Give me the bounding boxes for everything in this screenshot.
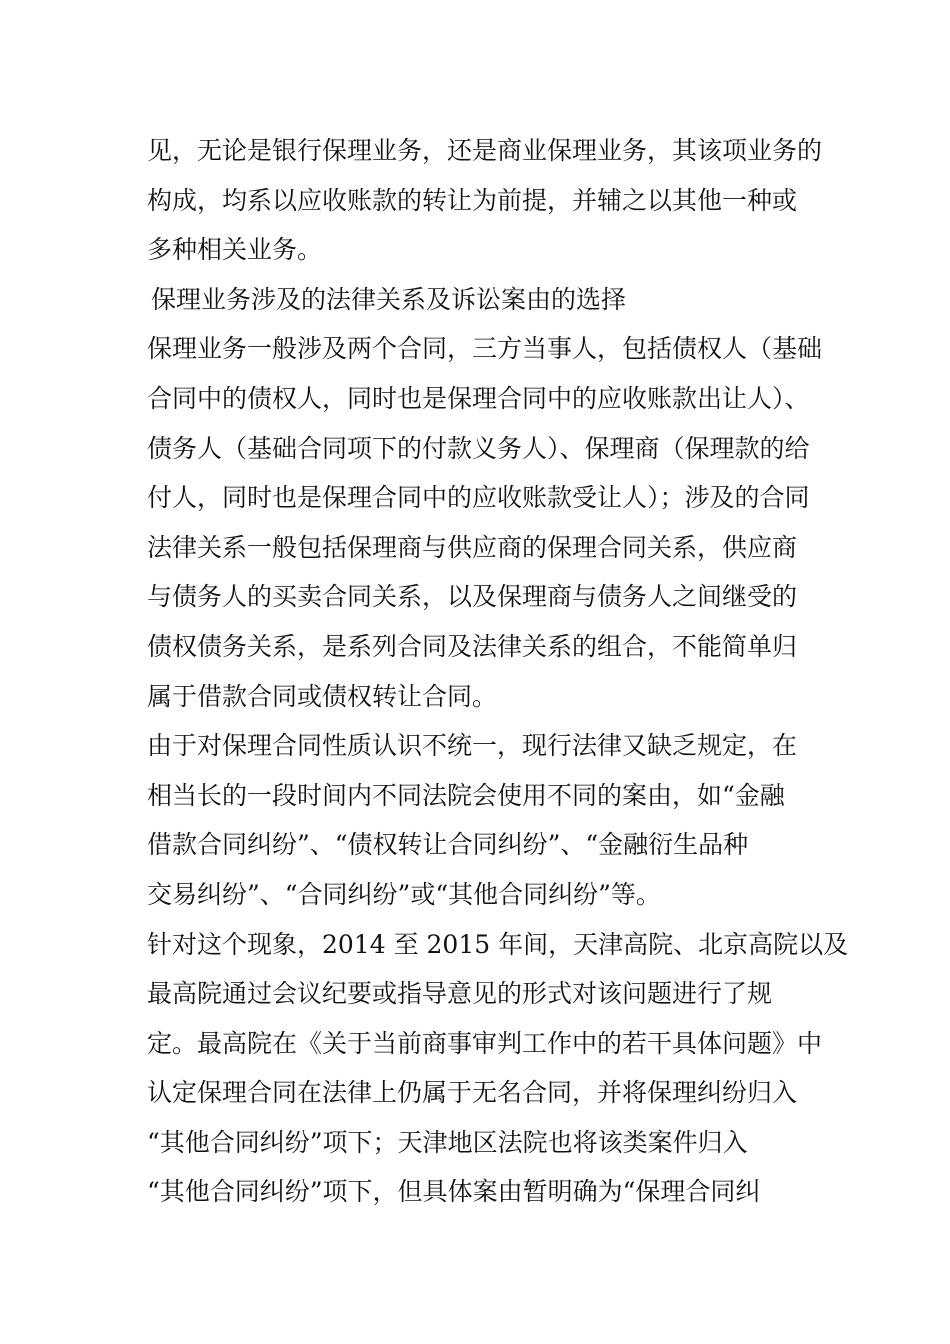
text-line: 多种相关业务。 [147,235,323,265]
text-line: “其他合同纠纷”项下，但具体案由暂明确为“保理合同纠 [147,1177,761,1207]
text-line: 债务人（基础合同项下的付款义务人）、保理商（保理款的给 [147,433,810,463]
text-line: 构成，均系以应收账款的转让为前提，并辅之以其他一种或 [147,185,798,215]
text-line: 由于对保理合同性质认识不统一，现行法律又缺乏规定，在 [147,731,798,761]
text-line: 最高院通过会议纪要或指导意见的形式对该问题进行了规 [147,979,773,1009]
text-line: 认定保理合同在法律上仍属于无名合同，并将保理纠纷归入 [147,1078,798,1108]
text-line: 交易纠纷”、“合同纠纷”或“其他合同纠纷”等。 [147,879,661,909]
text-line: 法律关系一般包括保理商与供应商的保理合同关系，供应商 [147,532,798,562]
text-line: 与债务人的买卖合同关系，以及保理商与债务人之间继受的 [147,582,798,612]
text-line: 合同中的债权人，同时也是保理合同中的应收账款出让人）、 [147,383,810,413]
text-line: “其他合同纠纷”项下；天津地区法院也将该类案件归入 [147,1127,748,1157]
text-line: 相当长的一段时间内不同法院会使用不同的案由，如“金融 [147,780,785,810]
text-line: 债权债务关系，是系列合同及法律关系的组合，不能简单归 [147,631,798,661]
text-line: 保理业务一般涉及两个合同，三方当事人，包括债权人（基础 [147,334,823,364]
document-body [147,126,849,1217]
text-line: 定。最高院在《关于当前商事审判工作中的若干具体问题》中 [147,1028,823,1058]
section-heading: 保理业务涉及的法律关系及诉讼案由的选择 [151,284,627,314]
text-line: 见，无论是银行保理业务，还是商业保理业务，其该项业务的 [147,136,823,165]
text-line: 付人，同时也是保理合同中的应收账款受让人）；涉及的合同 [147,483,810,513]
text-line: 属于借款合同或债权转让合同。 [147,681,498,711]
text-line: 针对这个现象，2014 至 2015 年间，天津高院、北京高院以及 [147,929,849,959]
text-line: 借款合同纠纷”、“债权转让合同纠纷”、“金融衍生品种 [147,830,749,860]
